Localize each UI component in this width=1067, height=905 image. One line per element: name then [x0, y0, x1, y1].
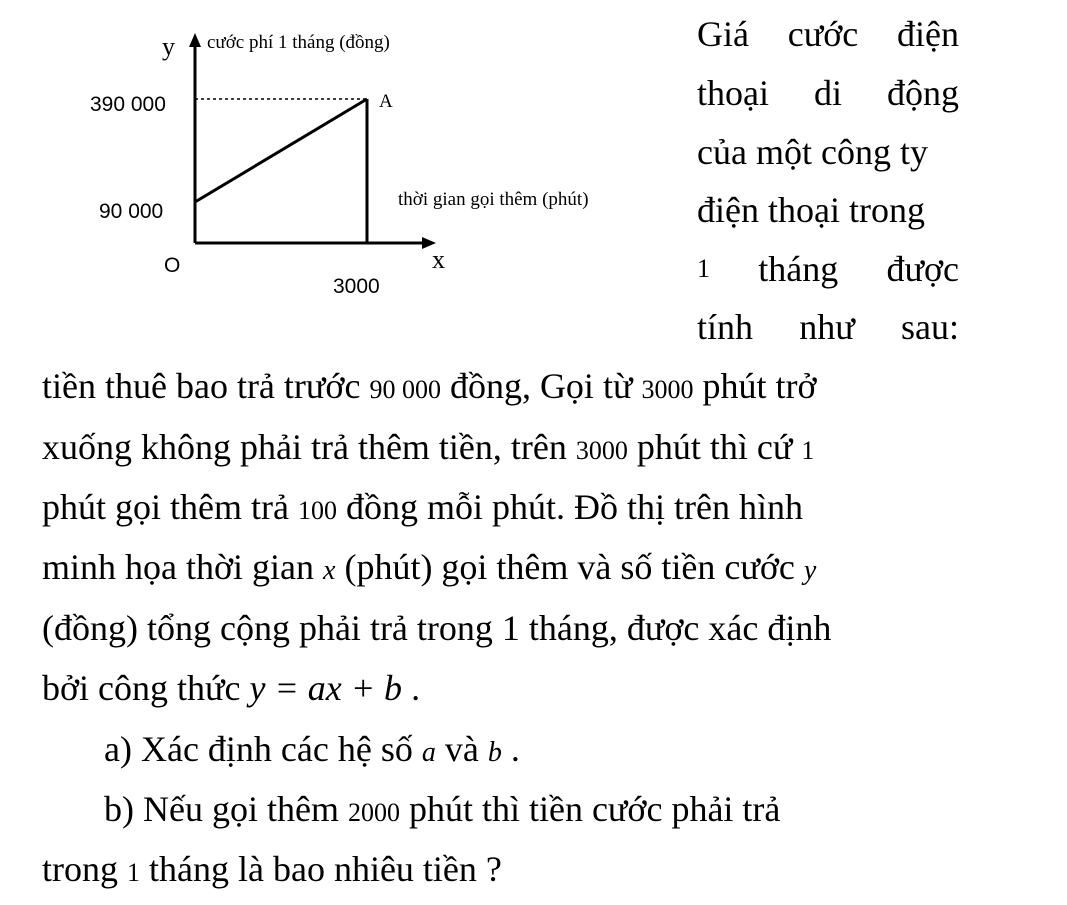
right-line-5 — [697, 249, 959, 289]
y-axis-arrow — [189, 33, 201, 47]
word: điện thoại trong — [697, 190, 925, 230]
series-line — [195, 99, 367, 202]
right-line-6 — [697, 307, 959, 347]
word: tháng — [758, 249, 839, 289]
right-line-1 — [697, 14, 959, 54]
paragraph-line-5: (đồng) tổng cộng phải trả trong 1 tháng, được xác định — [42, 608, 832, 648]
word: của một công ty — [697, 132, 928, 172]
tariff-graph — [0, 0, 680, 320]
paragraph-line-4: minh họa thời gian x (phút) gọi thêm và số tiền cước y — [42, 547, 817, 587]
formula: y = ax + b — [249, 668, 403, 708]
right-line-2 — [697, 73, 959, 113]
y-tick-90000: 90 000 — [99, 200, 164, 223]
paragraph-line-1: tiền thuê bao trả trước 90 000 đồng, Gọi từ 3000 phút trở — [42, 366, 817, 406]
point-label-a: A — [379, 91, 393, 112]
paragraph-line-2: xuống không phải trả thêm tiền, trên 3000 phút thì cứ 1 — [42, 427, 815, 467]
word: động — [887, 73, 959, 113]
word: di — [813, 73, 842, 113]
question-b: b) Nếu gọi thêm 2000 phút thì tiền cước phải trả — [104, 789, 781, 829]
word: điện — [897, 14, 959, 54]
word: thoại — [697, 73, 769, 113]
word: được — [886, 249, 959, 289]
word: sau: — [901, 307, 959, 347]
question-b-continued: trong 1 tháng là bao nhiêu tiền ? — [42, 849, 502, 889]
right-line-3 — [697, 132, 959, 172]
paragraph-line-3: phút gọi thêm trả 100 đồng mỗi phút. Đồ thị trên hình — [42, 487, 803, 527]
y-axis-letter: y — [162, 32, 175, 61]
word: như — [799, 307, 855, 347]
word: tính — [697, 307, 754, 347]
word: 1 — [697, 254, 710, 283]
word: cước — [787, 14, 859, 54]
y-tick-390000: 390 000 — [90, 93, 166, 116]
question-a: a) Xác định các hệ số a và b . — [104, 729, 520, 769]
x-axis-label: thời gian gọi thêm (phút) — [398, 189, 589, 210]
origin-label: O — [164, 254, 181, 277]
word: Giá — [697, 14, 749, 54]
right-line-4 — [697, 190, 959, 230]
x-axis-letter: x — [432, 245, 445, 274]
y-axis-label: cước phí 1 tháng (đồng) — [207, 32, 390, 53]
x-tick-3000: 3000 — [333, 275, 380, 298]
paragraph-line-6: bởi công thức y = ax + b . — [42, 668, 421, 708]
